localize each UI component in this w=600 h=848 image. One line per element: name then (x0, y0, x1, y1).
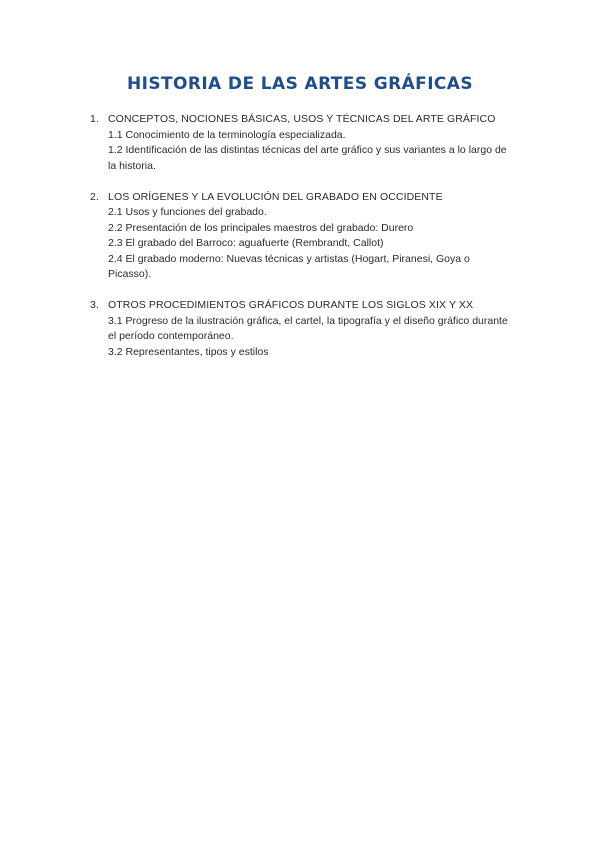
syllabus-list (90, 112, 510, 376)
section-title: CONCEPTOS, NOCIONES BÁSICAS, USOS Y TÉCNICAS DEL ARTE GRÁFICO (108, 113, 496, 125)
section-number: 3. (90, 299, 99, 311)
list-item: 2.1 Usos y funciones del grabado. (108, 206, 267, 218)
section-title: OTROS PROCEDIMIENTOS GRÁFICOS DURANTE LOS SIGLOS XIX Y XX (108, 299, 474, 311)
section-heading (90, 112, 510, 128)
list-item: 1.2 Identificación de las distintas técnicas del arte gráfico y sus variantes a lo largo de la historia. (108, 144, 507, 172)
list-item: 3.1 Progreso de la ilustración gráfica, el cartel, la tipografía y el diseño gráfico durante el período contemporáneo. (108, 314, 508, 342)
section-title: LOS ORÍGENES Y LA EVOLUCIÓN DEL GRABADO EN OCCIDENTE (108, 190, 443, 203)
list-item: 2.3 El grabado del Barroco: aguafuerte (Rembrandt, Callot) (108, 237, 384, 249)
section-number: 2. (90, 190, 99, 203)
section-number: 1. (90, 113, 99, 125)
list-item: 1.1 Conocimiento de la terminología especializada. (108, 128, 346, 141)
list-item: 2.4 El grabado moderno: Nuevas técnicas y artistas (Hogart, Piranesi, Goya o Picasso). (108, 252, 470, 280)
section-heading (90, 298, 510, 314)
section-heading (90, 190, 510, 206)
page-title: HISTORIA DE LAS ARTES GRÁFICAS (127, 74, 473, 94)
section-2 (90, 190, 510, 283)
section-1 (90, 112, 510, 174)
list-item: 3.2 Representantes, tipos y estilos (108, 345, 269, 358)
section-3 (90, 298, 510, 360)
list-item: 2.2 Presentación de los principales maestros del grabado: Durero (108, 221, 414, 234)
